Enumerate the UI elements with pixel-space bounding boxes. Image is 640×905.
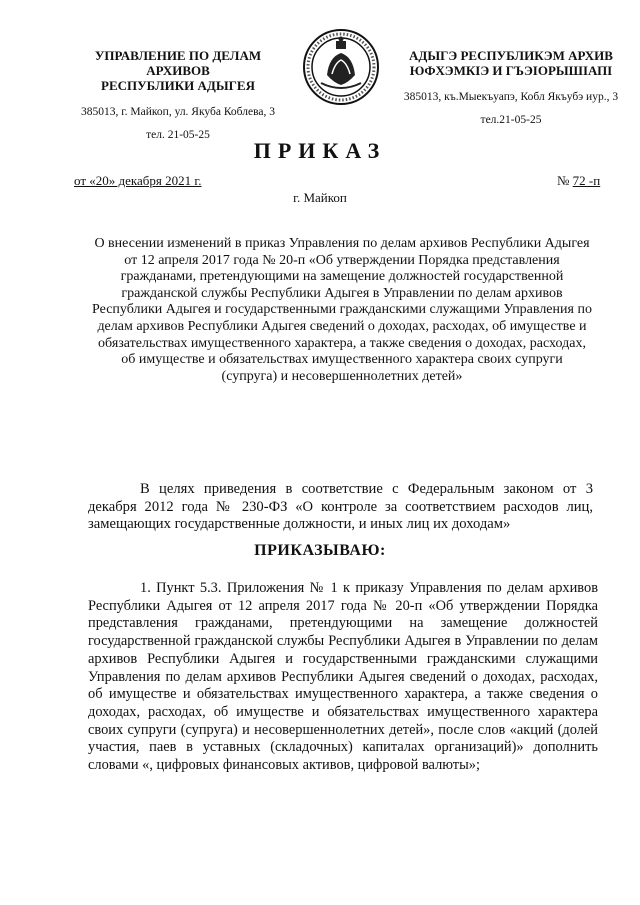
- order-item-1: 1. Пункт 5.3. Приложения № 1 к приказу Управления по делам архивов Республики Адыгея от 12 апреля 2017 года № 20-п «Об утверждении Порядка представления гражданами, претендующими на замещение должностей государственной гражданской службы Республики Адыгея в Управлении по делам архивов Республики Адыгея и государственными гражданскими служащими Управления по делам архивов Республики Адыгея сведений о доходах, расходах, об имуществе и обязательствах имущественного характера, а также сведения о доходах, расходах, об имуществе и обязательствах имущественного характера своих супруги (супруга) и несовершеннолетних детей», после слов «акций (долей участия, паев в уставных (складочных) капиталах организаций)» дополнить словами «, цифровых финансовых активов, цифровой валюты»;: [88, 580, 598, 774]
- address-ady: 385013, къ.Мыекъуапэ, Кобл Якъубэ иур., 3: [403, 91, 619, 103]
- org-name-ady-line2: ЮФХЭМКIЭ И ГЪЭIОРЫШIАПI: [409, 63, 613, 78]
- org-name-ru: [62, 48, 294, 93]
- document-number: [557, 173, 600, 189]
- address-ru: 385013, г. Майкоп, ул. Якуба Коблева, 3: [81, 106, 275, 118]
- org-name-ru-line2: РЕСПУБЛИКИ АДЫГЕЯ: [101, 78, 255, 93]
- document-title: ПРИКАЗ: [253, 138, 387, 163]
- phone-ru: тел. 21-05-25: [146, 129, 210, 141]
- document-city: г. Майкоп: [293, 190, 347, 205]
- phone-ady: тел.21-05-25: [480, 114, 542, 126]
- number-value: 72 -п: [572, 173, 601, 188]
- header-right-block: [390, 48, 632, 126]
- org-name-ru-line1: УПРАВЛЕНИЕ ПО ДЕЛАМ АРХИВОВ: [94, 48, 262, 78]
- header-left-block: [62, 48, 294, 141]
- document-subject: О внесении изменений в приказ Управления по делам архивов Республики Адыгея от 12 апреля 2017 года № 20-п «Об утверждении Порядка представления гражданами, претендующими на замещение должностей государственной гражданской службы Республики Адыгея в Управлении по делам архивов Республики Адыгея и государственными гражданскими служащими Управления по делам архивов Республики Адыгея сведений о доходах, расходах, об имуществе и обязательствах имущественного характера, а также сведения о доходах, расходах, об имуществе и обязательствах имущественного характера своих супруги (супруга) и несовершеннолетних детей»: [92, 236, 592, 384]
- number-prefix: №: [557, 173, 573, 188]
- preamble-paragraph: В целях приведения в соответствие с Федеральным законом от 3 декабря 2012 года № 230-ФЗ «О контроле за соответствием расходов лиц, замещающих государственные должности, и иных лиц их доходам»: [88, 481, 593, 532]
- coat-of-arms-icon: [301, 27, 381, 107]
- order-heading: ПРИКАЗЫВАЮ:: [254, 542, 386, 559]
- org-name-ady-line1: АДЫГЭ РЕСПУБЛИКЭМ АРХИВ: [409, 48, 613, 63]
- document-date: от «20» декабря 2021 г.: [74, 173, 202, 188]
- org-name-ady: [390, 48, 632, 78]
